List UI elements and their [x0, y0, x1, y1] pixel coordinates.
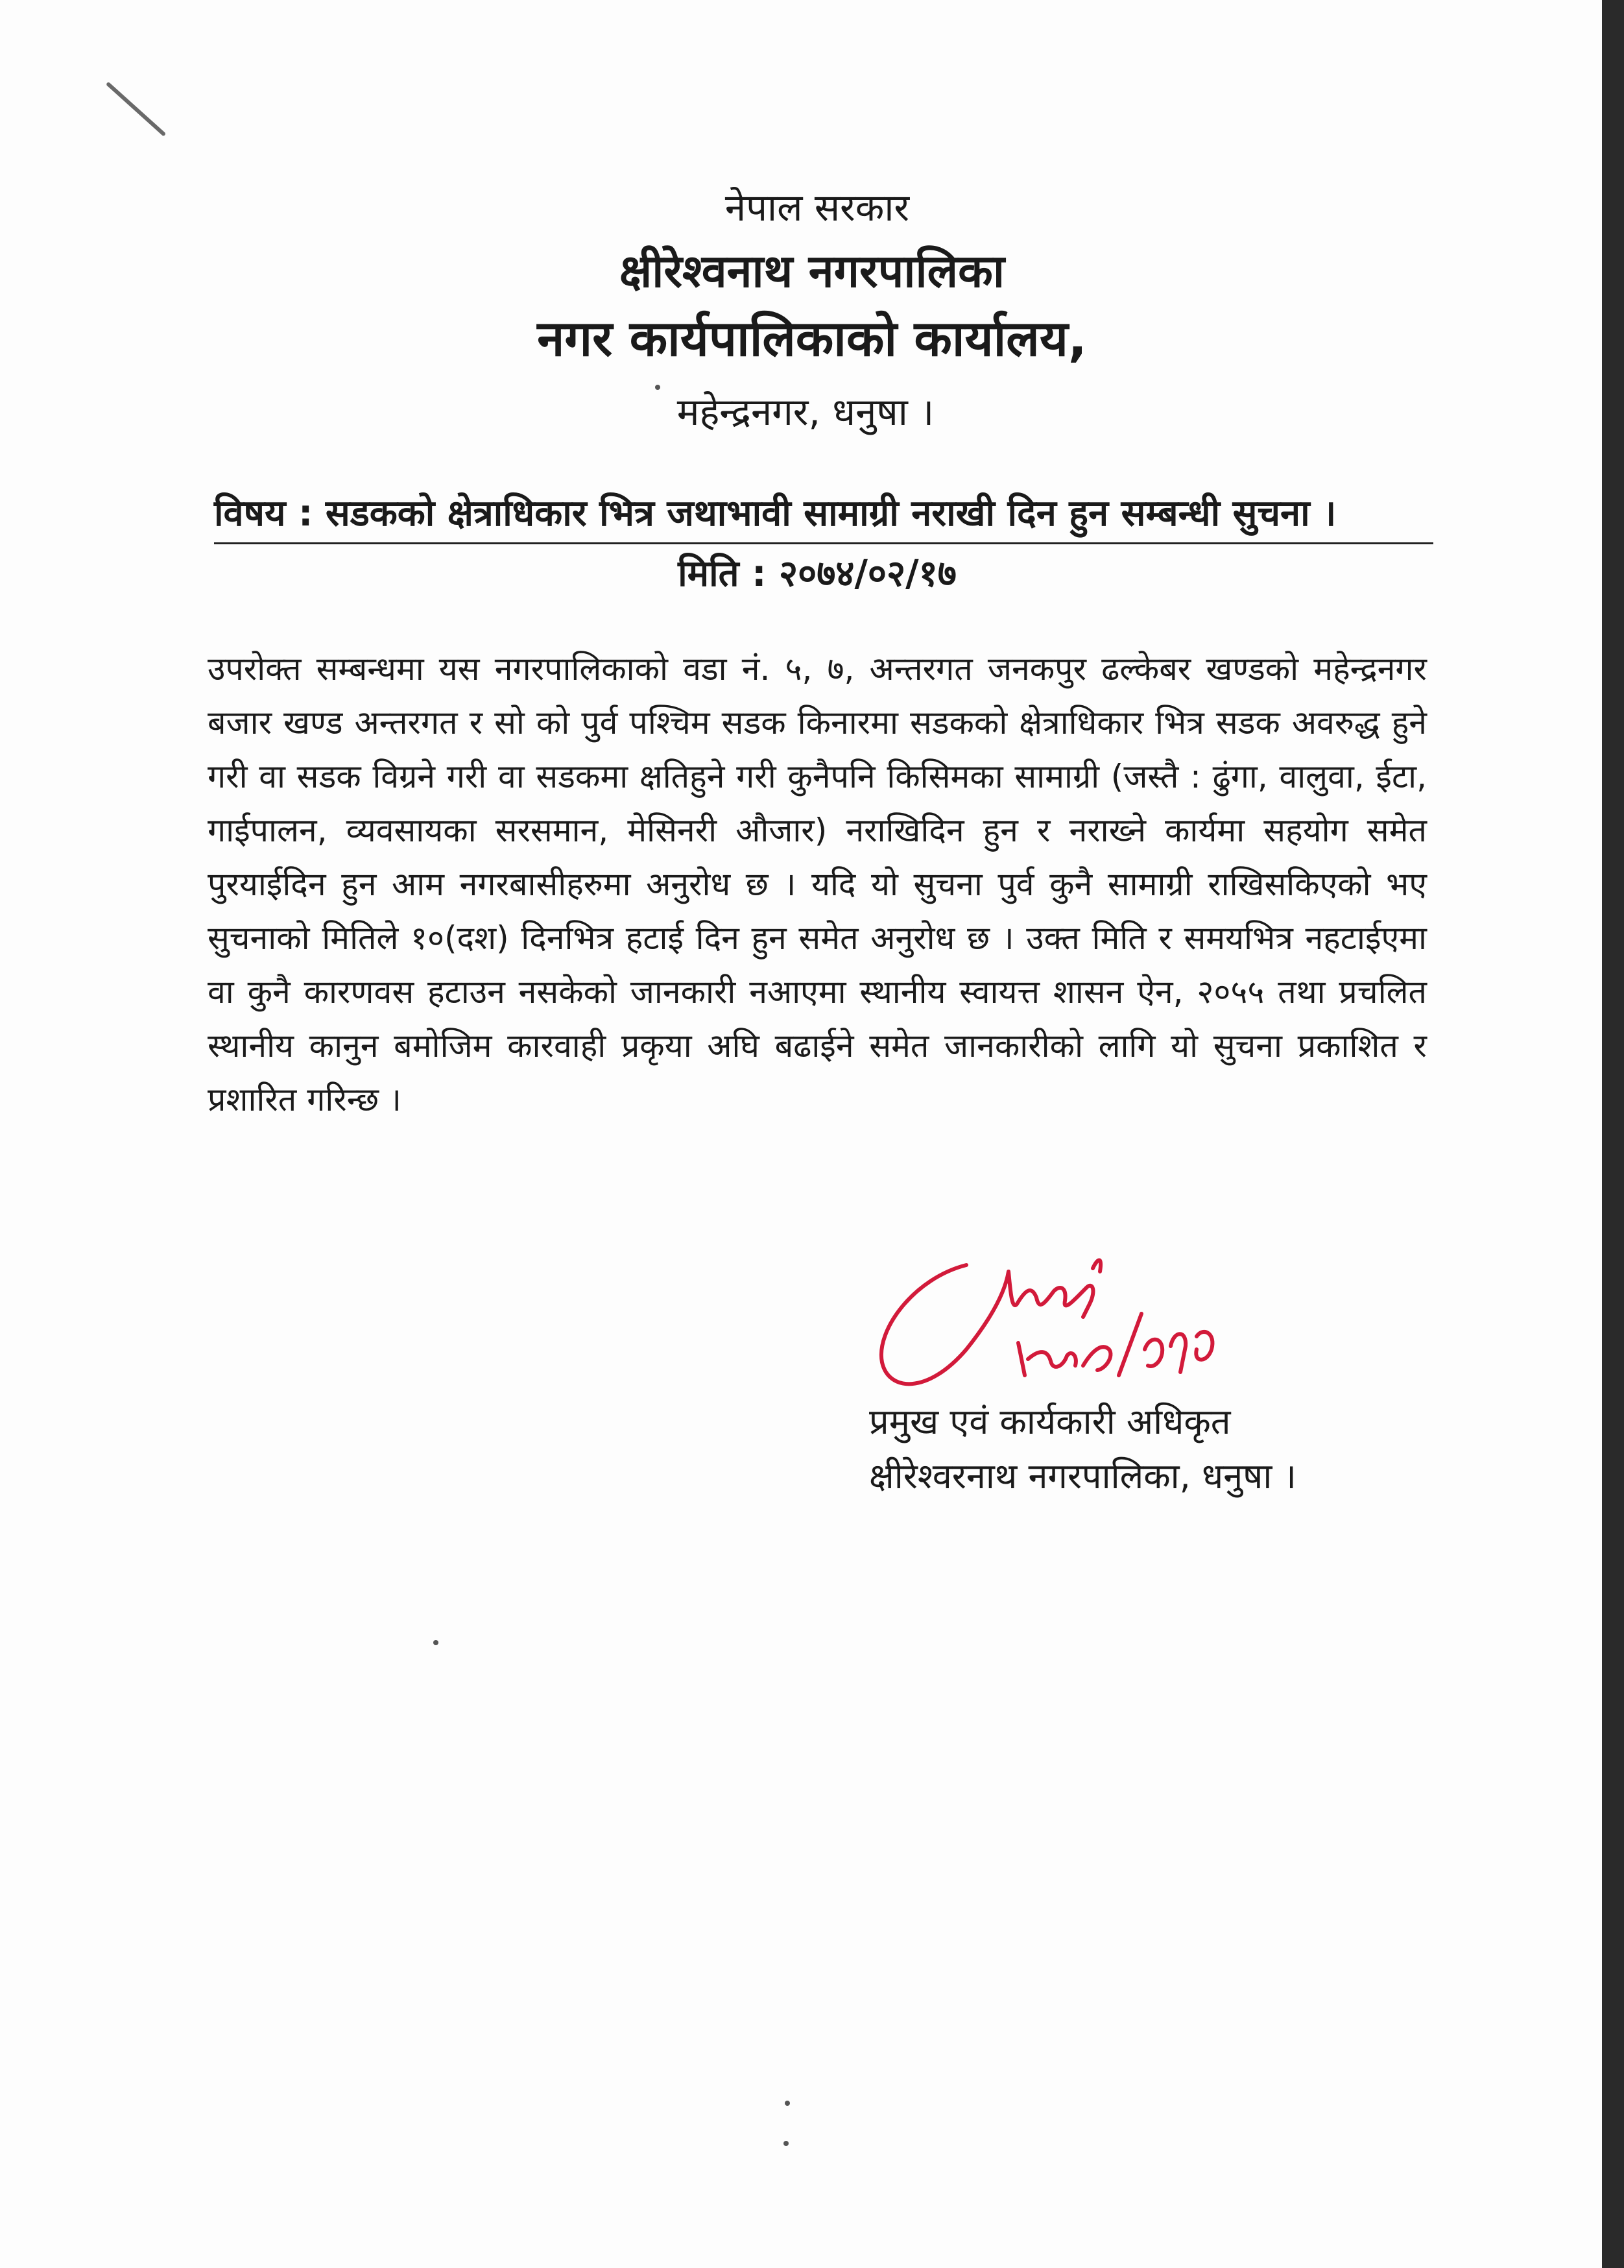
notice-body: उपरोक्त सम्बन्धमा यस नगरपालिकाको वडा नं. ५, ७, अन्तरगत जनकपुर ढल्केबर खण्डको महेन्द्रनगर बजार खण्ड अन्तरगत र सो को पुर्व पश्चिम सडक किनारमा सडकको क्षेत्राधिकार भित्र सडक अवरुद्ध हुने गरी वा सडक विग्रने गरी वा सडकमा क्षतिहुने गरी कुनैपनि किसिमका सामाग्री (जस्तै : ढुंगा, वालुवा, ईटा, गाईपालन, व्यवसायका सरसमान, मेसिनरी औजार) नराखिदिन हुन र नराख्ने कार्यमा सहयोग समेत पुरयाईदिन हुन आम नगरबासीहरुमा अनुरोध छ । यदि यो सुचना पुर्व कुनै सामाग्री राखिसकिएको भए सुचनाको मितिले १०(दश) दिनभित्र हटाई दिन हुन समेत अनुरोध छ । उक्त मिति र समयभित्र नहटाईएमा वा कुनै कारणवस हटाउन नसकेको जानकारी नआएमा स्थानीय स्वायत्त शासन ऐन, २०५५ तथा प्रचलित स्थानीय कानुन बमोजिम कारवाही प्रकृया अघि बढाईने समेत जानकारीको लागि यो सुचना प्रकाशित र प्रशारित गरिन्छ ।: [208, 650, 1427, 1118]
handwritten-signature: [869, 1252, 1232, 1408]
office-name: नगर कार्यपालिकाको कार्यालय,: [537, 309, 1087, 367]
notice-subject: विषय : सडकको क्षेत्राधिकार भित्र जथाभावी सामाग्री नराखी दिन हुन सम्बन्धी सुचना ।: [214, 487, 1433, 544]
signatory-title: प्रमुख एवं कार्यकारी अधिकृत: [869, 1401, 1231, 1442]
scan-border: [1602, 0, 1624, 2268]
scan-speck: [433, 1640, 438, 1645]
scan-speck: [783, 2141, 789, 2146]
notice-date: मिति : २०७४/०२/१७: [678, 553, 957, 595]
scan-artifact-mark: [106, 82, 166, 137]
government-name: नेपाल सरकार: [724, 186, 910, 230]
office-address: महेन्द्रनगर, धनुषा ।: [676, 390, 935, 434]
municipality-name: क्षीरेश्वनाथ नगरपालिका: [619, 245, 1005, 298]
signatory-block: [869, 1395, 1401, 1504]
signatory-organization: क्षीरेश्वरनाथ नगरपालिका, धनुषा ।: [869, 1456, 1296, 1497]
scan-speck: [785, 2101, 790, 2106]
